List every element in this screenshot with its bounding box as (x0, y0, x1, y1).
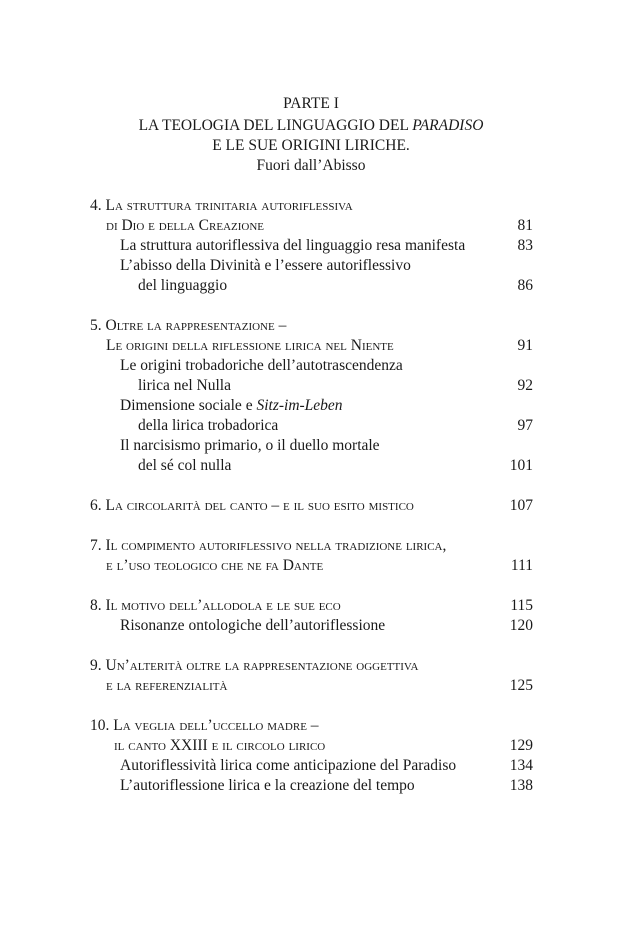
chapter-6-title: 6. La circolarità del canto – e il suo esito mistico (90, 497, 414, 514)
section-4-1: La struttura autoriflessiva del linguaggio resa manifesta (120, 237, 466, 254)
part-title-text: LA TEOLOGIA DEL LINGUAGGIO DEL (138, 117, 413, 134)
chapter-7-title: 7. Il compimento autoriflessivo nella tradizione lirica, (90, 537, 447, 554)
section-8-1-page: 120 (509, 617, 533, 634)
section-5-3: Il narcisismo primario, o il duello mortale (120, 437, 380, 454)
part-title-line2: E LE SUE ORIGINI LIRICHE. (212, 137, 410, 154)
chapter-4-title-cont: di Dio e della Creazione (106, 217, 264, 234)
chapter-4-page: 81 (517, 217, 533, 234)
section-10-2-page: 138 (509, 777, 533, 794)
section-5-1-cont: lirica nel Nulla (138, 377, 231, 394)
section-10-2: L’autoriflessione lirica e la creazione del tempo (120, 777, 415, 794)
section-5-2-italic: Sitz-im-Leben (256, 397, 343, 414)
chapter-6-page: 107 (509, 497, 533, 514)
chapter-9-page: 125 (509, 677, 533, 694)
chapter-5-title-cont: Le origini della riflessione lirica nel Niente (106, 337, 394, 354)
section-5-2 (120, 396, 343, 416)
section-5-1: Le origini trobadoriche dell’autotrascendenza (120, 357, 403, 374)
chapter-9-title: 9. Un’alterità oltre la rappresentazione oggettiva (90, 657, 419, 674)
section-5-1-page: 92 (517, 377, 533, 394)
part-title-italic: PARADISO (412, 117, 484, 134)
chapter-8-title: 8. Il motivo dell’allodola e le sue eco (90, 597, 341, 614)
section-4-1-page: 83 (517, 237, 533, 254)
section-4-2-page: 86 (517, 277, 533, 294)
section-8-1: Risonanze ontologiche dell’autoriflessione (120, 617, 386, 634)
chapter-10-cont-c: e il circolo lirico (207, 737, 326, 754)
section-5-3-page: 101 (509, 457, 533, 474)
chapter-4-title: 4. La struttura trinitaria autoriflessiva (90, 197, 353, 214)
chapter-10-page: 129 (509, 737, 533, 754)
part-number: PARTE I (283, 95, 339, 112)
chapter-10-cont-roman: XXIII (169, 737, 208, 754)
chapter-7-title-cont: e l’uso teologico che ne fa Dante (106, 557, 324, 574)
chapter-10-title-cont (114, 736, 325, 756)
section-4-2: L’abisso della Divinità e l’essere autoriflessivo (120, 257, 411, 274)
section-10-1-page: 134 (509, 757, 533, 774)
section-10-1: Autoriflessività lirica come anticipazione del Paradiso (120, 757, 457, 774)
section-5-2-text: Dimensione sociale e (120, 397, 257, 414)
section-5-2-cont: della lirica trobadorica (138, 417, 279, 434)
chapter-10-title: 10. La veglia dell’uccello madre – (90, 717, 319, 734)
part-title (0, 116, 622, 136)
section-5-2-page: 97 (517, 417, 533, 434)
section-5-3-cont: del sé col nulla (138, 457, 232, 474)
part-subtitle: Fuori dall’Abisso (256, 157, 366, 174)
chapter-7-page: 111 (510, 557, 533, 574)
chapter-8-page: 115 (510, 597, 533, 614)
section-4-2-cont: del linguaggio (138, 277, 228, 294)
chapter-9-title-cont: e la referenzialità (106, 677, 228, 694)
chapter-5-page: 91 (517, 337, 533, 354)
chapter-5-title: 5. Oltre la rappresentazione – (90, 317, 287, 334)
chapter-10-cont-a: il canto (114, 737, 170, 754)
